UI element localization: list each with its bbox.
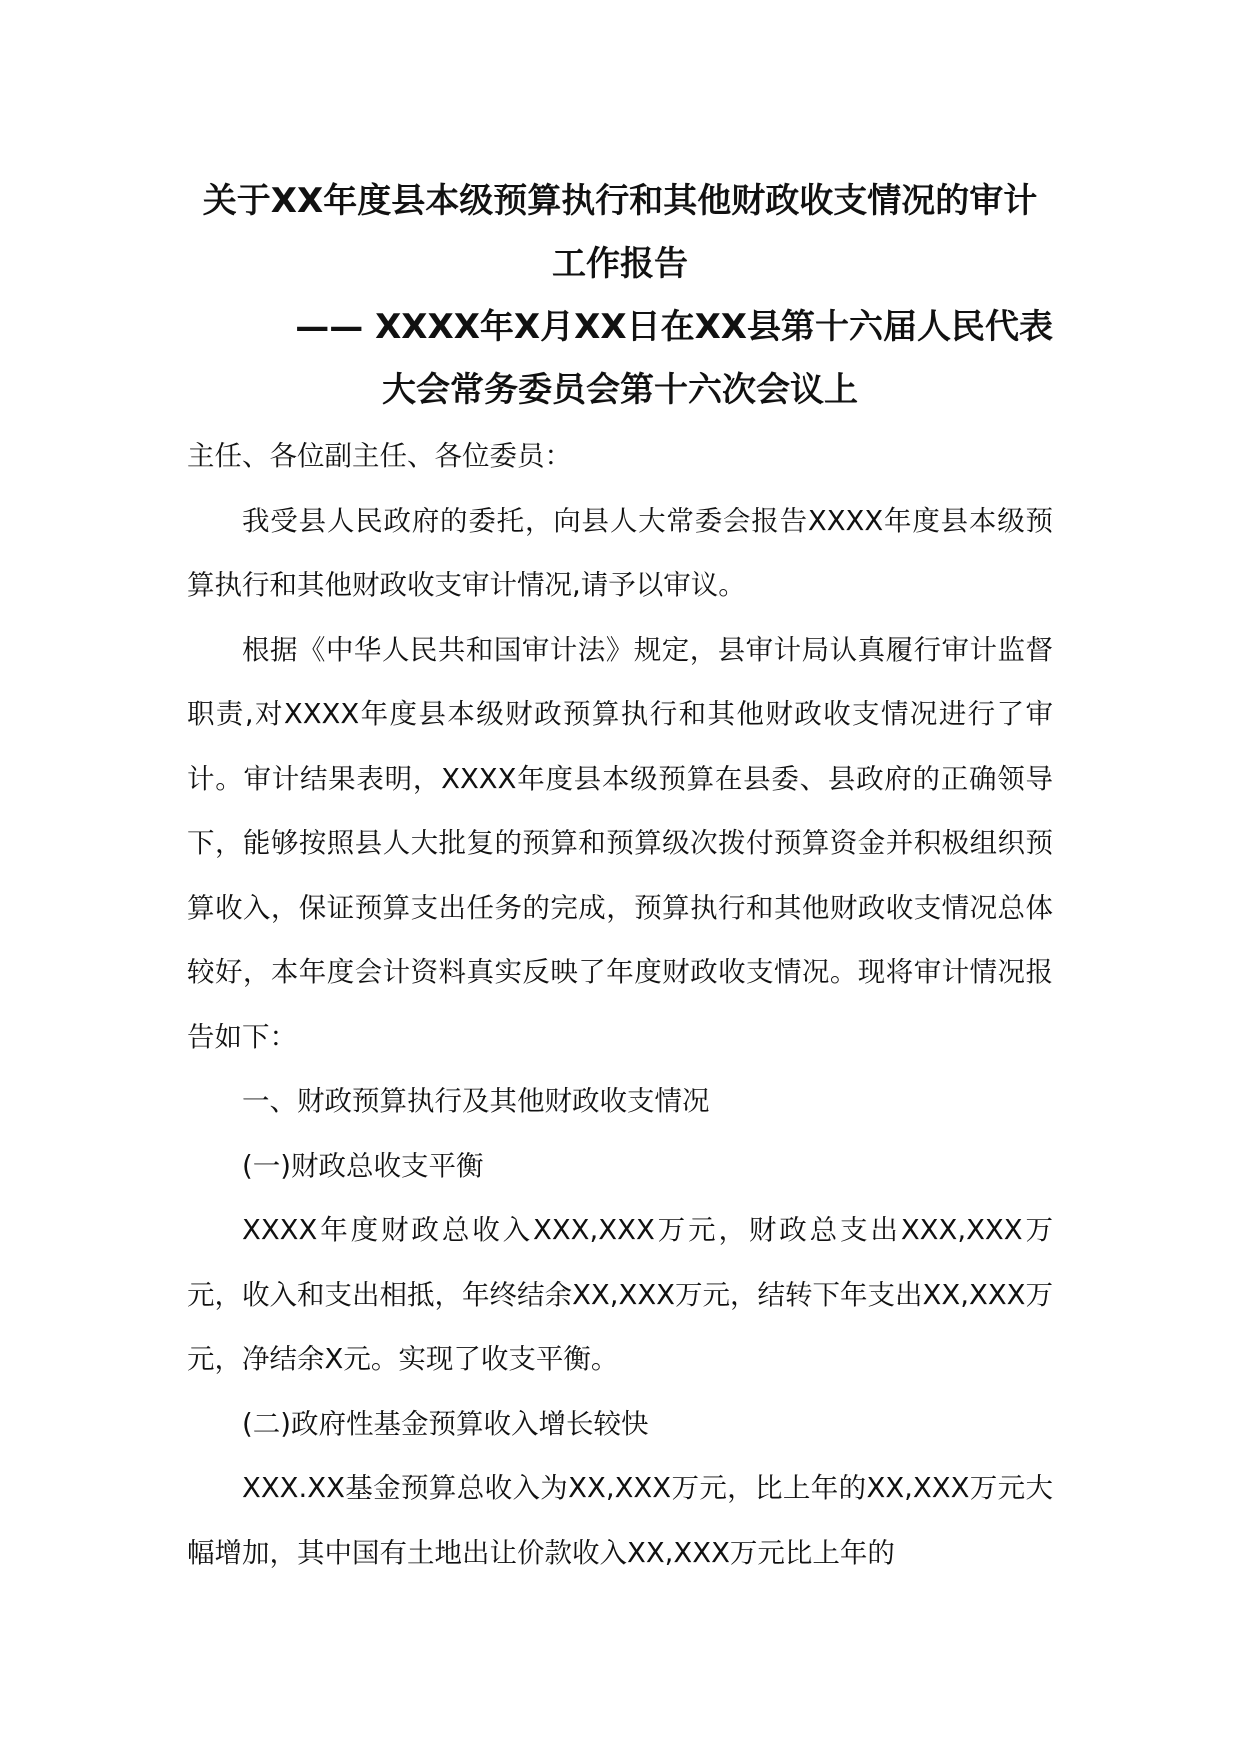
- document-subtitle: [187, 296, 1053, 422]
- subsection-heading-2: (二)政府性基金预算收入增长较快: [242, 1407, 649, 1440]
- paragraph-audit-basis: 根据《中华人民共和国审计法》规定，县审计局认真履行审计监督职责,对XXXX年度县本级财政预算执行和其他财政收支情况进行了审计。审计结果表明，XXXX年度县本级预算在县委、县政府的正确领导下，能够按照县人大批复的预算和预算级次拨付预算资金并积极组织预算收入，保证预算支出任务的完成，预算执行和其他财政收支情况总体较好，本年度会计资料真实反映了年度财政收支情况。现将审计情况报告如下：: [187, 633, 1053, 1053]
- document-body: [187, 170, 1053, 1585]
- paragraph-revenue-balance: XXXX年度财政总收入XXX,XXX万元，财政总支出XXX,XXX万元，收入和支出相抵，年终结余XX,XXX万元，结转下年支出XX,XXX万元，净结余X元。实现了收支平衡。: [187, 1214, 1053, 1375]
- salutation: 主任、各位副主任、各位委员：: [187, 440, 572, 472]
- subtitle-line-2: 大会常务委员会第十六次会议上: [382, 370, 858, 410]
- paragraph-intro: 我受县人民政府的委托，向县人大常委会报告XXXX年度县本级预算执行和其他财政收支审计情况,请予以审议。: [187, 504, 1053, 601]
- subtitle-line-1: —— XXXX年X月XX日在XX县第十六届人民代表: [295, 307, 1053, 347]
- paragraph-fund-budget: XXX.XX基金预算总收入为XX,XXX万元，比上年的XX,XXX万元大幅增加，其中国有土地出让价款收入XX,XXX万元比上年的: [187, 1472, 1053, 1569]
- section-heading-1: 一、财政预算执行及其他财政收支情况: [242, 1085, 710, 1117]
- document-title: 关于XX年度县本级预算执行和其他财政收支情况的审计工作报告: [202, 181, 1038, 284]
- subsection-heading-1: (一)财政总收支平衡: [242, 1149, 484, 1182]
